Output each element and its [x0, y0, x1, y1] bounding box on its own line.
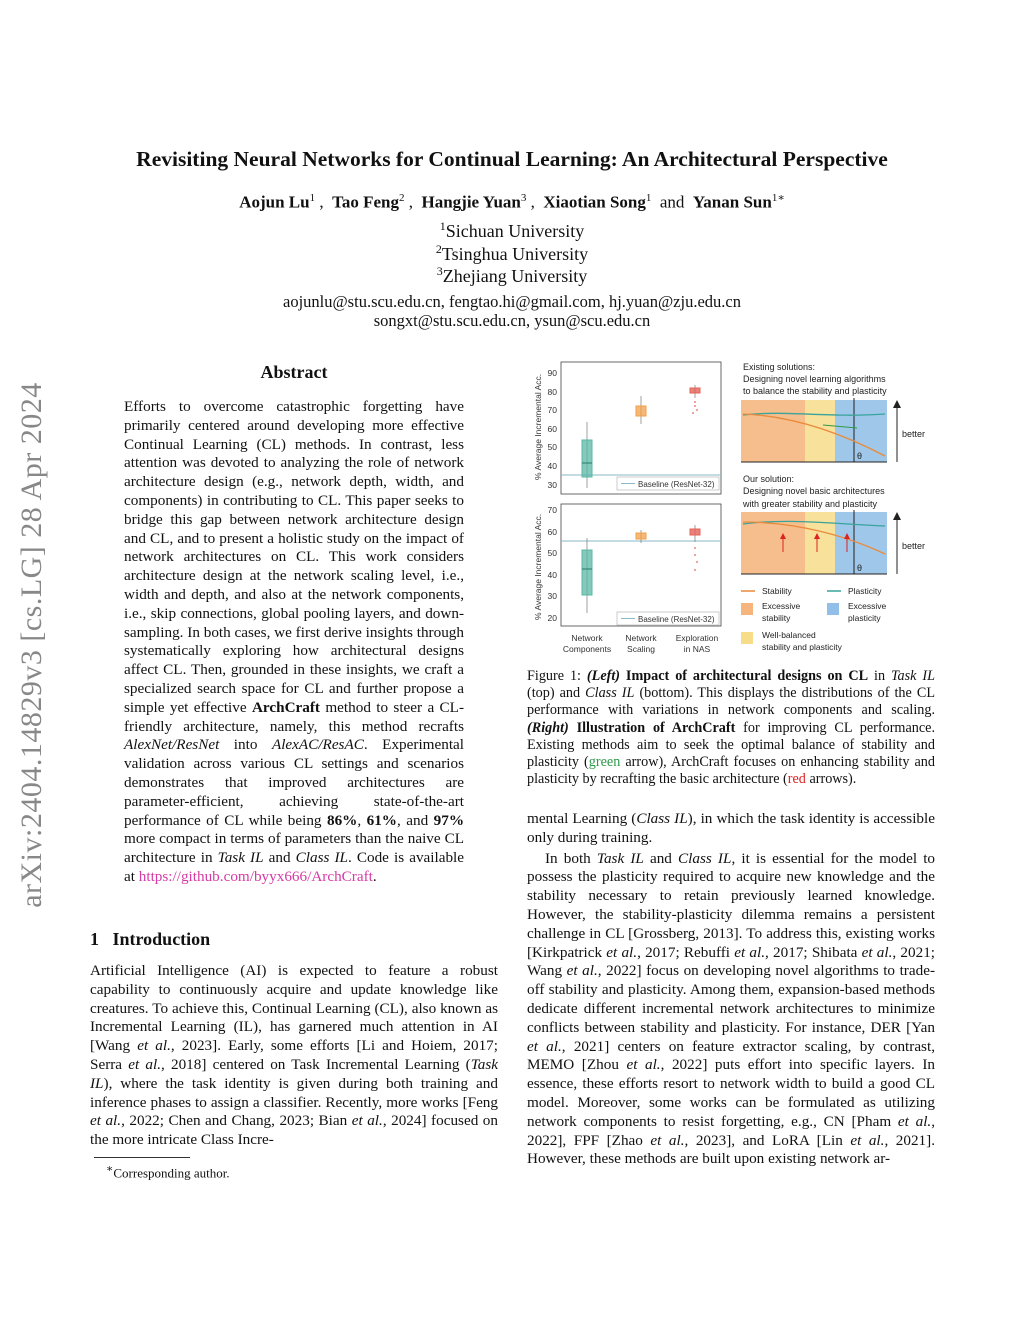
email-line: songxt@stu.scu.edu.cn, ysun@scu.edu.cn: [373, 311, 651, 330]
x-category: Components: [562, 644, 612, 654]
existing-solutions-panel: [741, 362, 925, 462]
x-category: Network: [625, 633, 657, 643]
y-axis-label: % Average Incremental Acc.: [533, 513, 543, 620]
svg-text:Designing novel learning algor: Designing novel learning algorithms: [743, 374, 886, 384]
tick-label: 60: [547, 527, 557, 537]
svg-text:θ: θ: [857, 563, 863, 573]
tick-label: 20: [547, 613, 557, 623]
footnote-rule: [94, 1157, 190, 1158]
tick-label: 40: [547, 570, 557, 580]
box-network-scaling: [636, 533, 646, 539]
y-axis-label: % Average Incremental Acc.: [533, 373, 543, 480]
affiliation: $^2$Tsinghua University: [435, 242, 589, 264]
tick-label: 50: [547, 442, 557, 452]
outliers: [692, 401, 698, 414]
and-word: and: [659, 192, 685, 212]
svg-text:stability: stability: [762, 613, 791, 623]
svg-text:Excessive: Excessive: [762, 601, 801, 611]
paragraph: In both Task IL and Class IL, it is essential for the model to possess the plasticity required to acquire new knowledge and the stability necessary to retain previously learned knowledge. However, the stability-plasticity dilemma remains a persistent challenge in CL [Grossberg, 2013]. To address this, existing works [Kirkpatrick et al., 2017; Rebuffi et al., 2017; Shibata et al., 2021; Wang et al., 2022] focus on developing novel algorithms to trade-off stability and plasticity. Among them, expansion-based methods dedicate different incremental network architectures to minimize conflicts between stability and plasticity. For instance, DER [Yan et al., 2021] centers on feature extractor scaling, by contrast, MEMO [Zhou et al., 2022] puts effort into specific layers. In essence, these efforts resort to network width to build a good CL model. Moreover, some works can be formulated as utilizing network components to resist forgetting, e.g., CN [Pham et al., 2022], FPF [Zhao et al., 2023], and LoRA [Lin et al., 2021]. However, these methods are built upon existing network ar-: [527, 849, 936, 1168]
box-nas: [690, 529, 700, 535]
svg-text:with greater stability and pla: with greater stability and plasticity: [743, 499, 878, 509]
top-boxplot: [533, 362, 721, 494]
intro-paragraph: Artificial Intelligence (AI) is expected to feature a robust capability to continuously acquire and update knowledge like creatures. To achieve this, Continual Learning (CL), also known as Incremental Learning (IL), has garnered much attention in AI [Wang et al., 2023]. Early, some efforts [Li and Hoiem, 2017; Serra et al., 2018] centered on Task Incremental Learning (Task IL), where the task identity is given during both training and inference phases to assign a classifier. Recently, more works [Feng et al., 2022; Chen and Chang, 2023; Bian et al., 2024] focused on the more intricate Class Incre-: [90, 962, 498, 1149]
affiliation: $^3$Zhejiang University: [436, 264, 588, 286]
y-ticks: [548, 368, 558, 490]
bottom-boxplot: [533, 504, 721, 654]
footnote: ∗Corresponding author.: [106, 1163, 230, 1181]
email-line: aojunlu@stu.scu.edu.cn, fengtao.hi@gmail.com, hj.yuan@zju.edu.cn: [283, 292, 741, 311]
paper-title: Revisiting Neural Networks for Continual Learning: An Architectural Perspective: [136, 147, 888, 171]
svg-text:plasticity: plasticity: [848, 613, 881, 623]
tick-label: 70: [547, 505, 557, 515]
svg-text:to balance the stability and p: to balance the stability and plasticity: [743, 386, 887, 396]
baseline-label: Baseline (ResNet-32): [638, 615, 715, 624]
tick-label: 40: [547, 461, 557, 471]
figure-legend: [741, 586, 887, 652]
arxiv-id-text: arXiv:2404.14829v3 [cs.LG] 28 Apr 2024: [15, 382, 48, 908]
tick-label: 30: [547, 480, 557, 490]
svg-text:Our solution:: Our solution:: [743, 474, 795, 484]
better-label: better: [902, 429, 926, 439]
box-nas: [690, 388, 700, 393]
right-column-text: [527, 810, 935, 1169]
abstract-body: Efforts to overcome catastrophic forgetting have primarily centered around developing more effective Continual Learning (CL) methods. In contrast, less attention was devoted to analyzing the role of network architecture design (e.g., network depth, width, and components) in contributing to CL. This paper seeks to bridge this gap between network architecture design and CL, and to present a holistic study on the impact of network architectures on CL. This work considers architecture design at the network scaling level, i.e., width and depth, and also at the network components, i.e., skip connections, global pooling layers, and down-sampling. In both cases, we first derive insights through systematically exploring how architectural designs affect CL. Then, grounded in these insights, we craft a specialized search space for CL and further propose a simple yet effective ArchCraft method to steer a CL-friendly architecture, namely, this method recrafts AlexNet/ResNet into AlexAC/ResAC. Experimental validation across various CL settings and scenarios demonstrates that improved architectures are parameter-efficient, achieving state-of-the-art performance of CL while being 86%, 61%, and 97% more compact in terms of parameters than the naive CL architecture in Task IL and Class IL. Code is available at https://github.com/byyx666/ArchCraft.: [124, 398, 465, 885]
figure-caption: Figure 1: (Left) Impact of architectural designs on CL in Task IL (top) and Class IL (bottom). This displays the distributions of the CL performance with variations in network components and scaling. (Right) Illustration of ArchCraft for improving CL performance. Existing methods aim to seek the optimal balance of stability and plasticity (green arrow), ArchCraft focuses on enhancing stability and plasticity by recrafting the basic architecture (red arrows).: [527, 668, 936, 788]
tick-label: 80: [547, 387, 557, 397]
x-category: in NAS: [683, 644, 711, 654]
box-network-components: [582, 550, 592, 595]
x-category: Network: [571, 633, 603, 643]
svg-text:Excessive: Excessive: [848, 601, 887, 611]
baseline-label: Baseline (ResNet-32): [638, 480, 715, 489]
figure-1: [527, 358, 937, 658]
x-category: Scaling: [627, 644, 655, 654]
our-solution-panel: [741, 474, 925, 574]
section-heading: 1 Introduction: [90, 929, 211, 949]
svg-text:Designing novel basic architec: Designing novel basic architectures: [743, 486, 885, 496]
svg-text:Well-balanced: Well-balanced: [762, 630, 816, 640]
author-list: Aojun Lu$^1$ , Tao Feng$^2$ , Hangjie Yuan$^3$ , Xiaotian Song$^1$ and Yanan Sun$^{1∗}$: [239, 192, 785, 212]
svg-text:θ: θ: [857, 451, 863, 461]
author-name: Aojun Lu: [239, 192, 310, 212]
x-category: Exploration: [675, 633, 719, 643]
paragraph: mental Learning (Class IL), in which the task identity is accessible only during training.: [527, 810, 935, 846]
box-network-scaling: [636, 406, 646, 416]
affiliation: $^1$Sichuan University: [439, 219, 585, 241]
tick-label: 90: [547, 368, 557, 378]
author-name: Xiaotian Song: [543, 192, 646, 212]
author-name: Tao Feng: [332, 192, 399, 212]
arxiv-identifier: [8, 350, 56, 940]
box-network-components: [582, 440, 592, 477]
tick-label: 60: [547, 424, 557, 434]
code-link[interactable]: https://github.com/byyx666/ArchCraft: [138, 867, 373, 885]
svg-text:Plasticity: Plasticity: [848, 586, 882, 596]
author-name: Yanan Sun: [692, 192, 772, 212]
svg-text:stability and plasticity: stability and plasticity: [762, 642, 842, 652]
svg-text:Existing solutions:: Existing solutions:: [743, 362, 816, 372]
tick-label: 30: [547, 591, 557, 601]
better-label: better: [902, 541, 926, 551]
tick-label: 70: [547, 405, 557, 415]
x-categories: [563, 633, 719, 654]
svg-text:Stability: Stability: [762, 586, 792, 596]
abstract-heading: Abstract: [260, 362, 328, 382]
author-name: Hangjie Yuan: [421, 192, 521, 212]
tick-label: 50: [547, 548, 557, 558]
